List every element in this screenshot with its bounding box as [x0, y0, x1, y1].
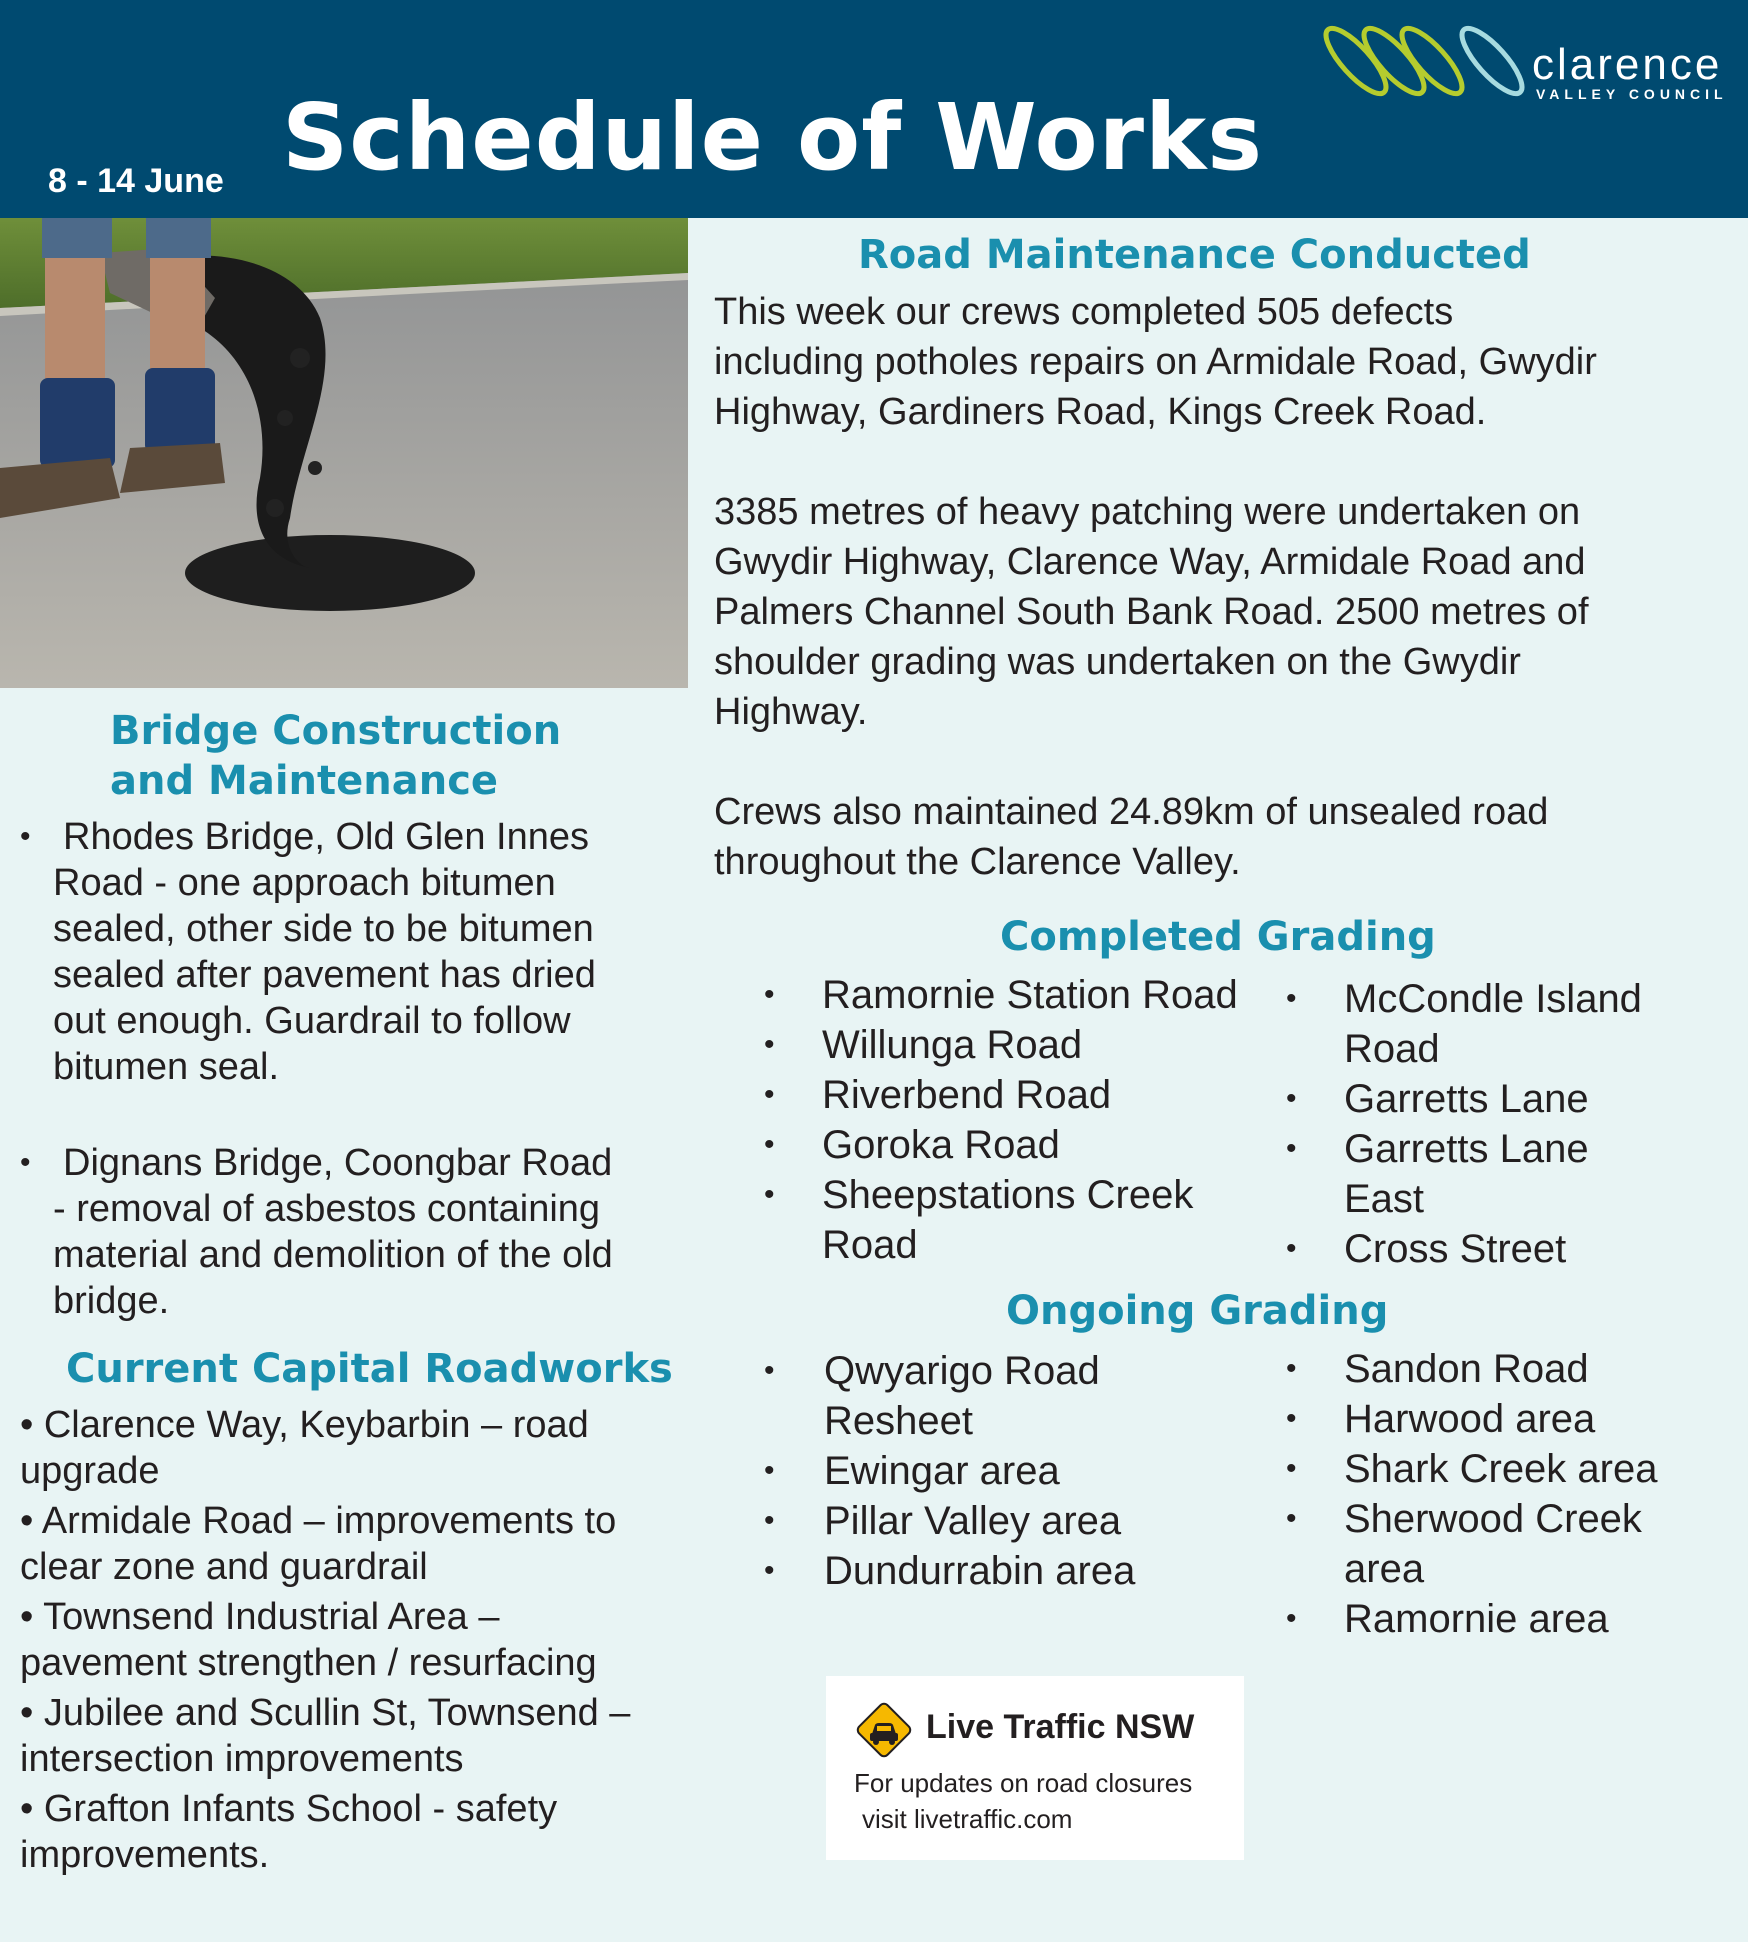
roadworker-filling-pothole-photo	[0, 218, 688, 688]
bullet: •	[764, 1354, 775, 1387]
list-item	[1286, 1124, 1726, 1224]
list-item	[764, 970, 1284, 1020]
list-item	[20, 1402, 720, 1494]
bullet: •	[1286, 1352, 1297, 1385]
item-text: Ramornie area	[1344, 1597, 1609, 1641]
paragraph	[714, 287, 1724, 437]
list-item	[1286, 974, 1726, 1074]
capital-heading: Current Capital Roadworks	[66, 1346, 673, 1392]
list-item	[20, 1594, 720, 1686]
paragraph-line: 3385 metres of heavy patching were undertaken on	[714, 491, 1581, 533]
paragraph-line: Gwydir Highway, Clarence Way, Armidale Road and	[714, 541, 1586, 583]
bridge-heading-line1: Bridge Construction	[110, 708, 562, 754]
paragraph-line: throughout the Clarence Valley.	[714, 841, 1241, 883]
item-text: East	[1344, 1177, 1425, 1221]
capital-line: • Grafton Infants School - safety	[20, 1788, 558, 1830]
item-text: Riverbend Road	[822, 1073, 1112, 1117]
bridge-line: bitumen seal.	[53, 1046, 280, 1088]
capital-line: clear zone and guardrail	[20, 1546, 428, 1588]
bullet: •	[1286, 1602, 1297, 1635]
completed-grading-left-list	[764, 970, 1284, 1270]
item-text: Resheet	[824, 1399, 973, 1443]
item-text: Garretts Lane	[1344, 1127, 1589, 1171]
bullet: •	[1286, 1502, 1297, 1535]
paragraph-line: This week our crews completed 505 defects	[714, 291, 1454, 333]
item-text: Sandon Road	[1344, 1347, 1589, 1391]
paragraph	[714, 487, 1724, 737]
list-item	[764, 1446, 1284, 1496]
capital-line: • Armidale Road – improvements to	[20, 1500, 617, 1542]
road-maintenance-body	[714, 287, 1724, 937]
live-traffic-box[interactable]	[826, 1676, 1244, 1860]
item-text: Willunga Road	[822, 1023, 1083, 1067]
item-text: Cross Street	[1344, 1227, 1567, 1271]
list-item	[20, 1690, 720, 1782]
bridge-line: - removal of asbestos containing	[53, 1188, 601, 1230]
live-traffic-link[interactable]: visit livetraffic.com	[862, 1804, 1073, 1834]
bullet: •	[20, 1146, 31, 1179]
bridge-line: Rhodes Bridge, Old Glen Innes	[63, 816, 589, 858]
bridge-line: sealed, other side to be bitumen	[53, 908, 594, 950]
item-text: Goroka Road	[822, 1123, 1060, 1167]
page-title: Schedule of Works	[282, 84, 1263, 191]
bridge-heading-line2: and Maintenance	[110, 758, 499, 804]
item-text: area	[1344, 1547, 1425, 1591]
bullet: •	[1286, 1402, 1297, 1435]
bridge-item-rhodes	[20, 814, 680, 1090]
item-text: Dundurrabin area	[824, 1549, 1136, 1593]
list-item	[764, 1120, 1284, 1170]
bridge-line: sealed after pavement has dried	[53, 954, 596, 996]
capital-line: • Clarence Way, Keybarbin – road	[20, 1404, 589, 1446]
paragraph-line: Highway, Gardiners Road, Kings Creek Road.	[714, 391, 1487, 433]
bullet: •	[764, 1128, 775, 1161]
item-text: Road	[822, 1223, 918, 1267]
list-item	[764, 1496, 1284, 1546]
list-item	[20, 1786, 720, 1878]
item-text: Ewingar area	[824, 1449, 1060, 1493]
capital-line: intersection improvements	[20, 1738, 464, 1780]
live-traffic-title: Live Traffic NSW	[926, 1708, 1195, 1746]
paragraph-line: shoulder grading was undertaken on the Gwydir	[714, 641, 1521, 683]
road-maintenance-heading: Road Maintenance Conducted	[858, 232, 1531, 278]
paragraph-line: Crews also maintained 24.89km of unsealed road	[714, 791, 1549, 833]
item-text: Ramornie Station Road	[822, 973, 1238, 1017]
bullet: •	[764, 1504, 775, 1537]
bullet: •	[1286, 1232, 1297, 1265]
capital-line: upgrade	[20, 1450, 160, 1492]
bullet: •	[764, 1554, 775, 1587]
completed-grading-heading: Completed Grading	[1000, 914, 1436, 960]
ongoing-grading-left-list	[764, 1346, 1284, 1596]
bullet: •	[764, 1454, 775, 1487]
bullet: •	[1286, 1082, 1297, 1115]
capital-line: • Townsend Industrial Area –	[20, 1596, 500, 1638]
item-text: Sheepstations Creek	[822, 1173, 1194, 1217]
bullet: •	[764, 1178, 775, 1211]
bullet: •	[1286, 982, 1297, 1015]
list-item	[764, 1546, 1284, 1596]
paragraph-line: Palmers Channel South Bank Road. 2500 metres of	[714, 591, 1589, 633]
completed-grading-right-list	[1286, 974, 1726, 1274]
bridge-item-dignans	[20, 1140, 680, 1324]
list-item	[1286, 1074, 1726, 1124]
paragraph-line: including potholes repairs on Armidale Road, Gwydir	[714, 341, 1597, 383]
list-item	[1286, 1394, 1726, 1444]
bridge-line: bridge.	[53, 1280, 170, 1322]
ongoing-grading-right-list	[1286, 1344, 1726, 1644]
list-item	[764, 1020, 1284, 1070]
logo-name: clarence	[1532, 40, 1723, 89]
item-text: Garretts Lane	[1344, 1077, 1589, 1121]
capital-line: pavement strengthen / resurfacing	[20, 1642, 597, 1684]
list-item	[1286, 1594, 1726, 1644]
car-warning-sign-icon	[852, 1698, 916, 1762]
item-text: McCondle Island	[1344, 977, 1642, 1021]
list-item	[764, 1170, 1284, 1270]
capital-line: • Jubilee and Scullin St, Townsend –	[20, 1692, 631, 1734]
list-item	[764, 1070, 1284, 1120]
paragraph-line: Highway.	[714, 691, 868, 733]
bridge-line: out enough. Guardrail to follow	[53, 1000, 571, 1042]
bullet: •	[1286, 1452, 1297, 1485]
bullet: •	[20, 820, 31, 853]
list-item	[20, 1498, 720, 1590]
bullet: •	[764, 1028, 775, 1061]
bullet: •	[764, 1078, 775, 1111]
ongoing-grading-heading: Ongoing Grading	[1006, 1288, 1389, 1334]
list-item	[1286, 1444, 1726, 1494]
capital-list	[20, 1402, 720, 1882]
capital-line: improvements.	[20, 1834, 270, 1876]
item-text: Shark Creek area	[1344, 1447, 1658, 1491]
list-item	[1286, 1344, 1726, 1394]
logo-subtitle: VALLEY COUNCIL	[1536, 86, 1728, 102]
item-text: Sherwood Creek	[1344, 1497, 1642, 1541]
list-item	[1286, 1494, 1726, 1594]
bridge-line: Dignans Bridge, Coongbar Road	[63, 1142, 613, 1184]
bullet: •	[764, 978, 775, 1011]
bullet: •	[1286, 1132, 1297, 1165]
bridge-line: material and demolition of the old	[53, 1234, 613, 1276]
date-range: 8 - 14 June	[48, 162, 224, 200]
list-item	[1286, 1224, 1726, 1274]
paragraph	[714, 787, 1724, 887]
item-text: Road	[1344, 1027, 1440, 1071]
item-text: Qwyarigo Road	[824, 1349, 1100, 1393]
bridge-line: Road - one approach bitumen	[53, 862, 556, 904]
item-text: Harwood area	[1344, 1397, 1596, 1441]
item-text: Pillar Valley area	[824, 1499, 1122, 1543]
live-traffic-line1: For updates on road closures	[854, 1768, 1193, 1798]
list-item	[764, 1346, 1284, 1446]
